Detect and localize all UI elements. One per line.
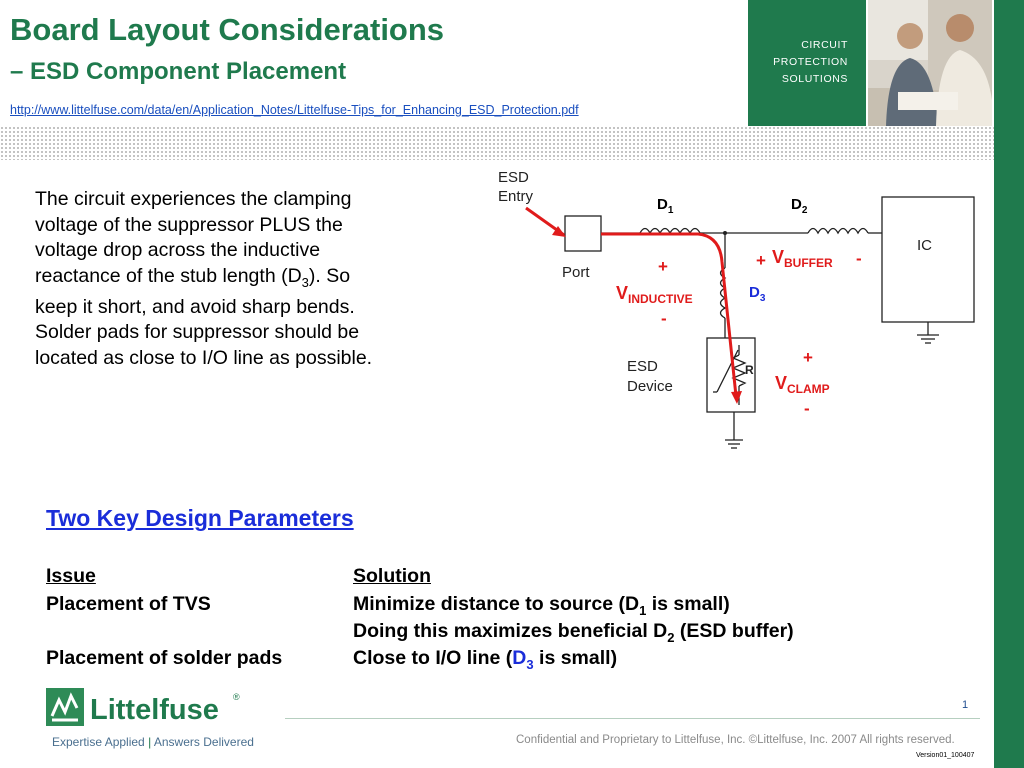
row1-sol-a: Minimize distance to source (D: [353, 593, 640, 615]
d2-sub: 2: [801, 205, 808, 216]
row2-sol-a: Close to I/O line (: [353, 647, 513, 669]
version-label: Version01_100407: [916, 752, 975, 759]
reference-link[interactable]: http://www.littelfuse.com/data/en/Application_Notes/Littelfuse-Tips_for_Enhancing_ESD_Protection.pdf: [10, 103, 579, 117]
logo-registered: ®: [233, 692, 240, 702]
port-box: [565, 216, 601, 251]
inductor-d2: [808, 229, 868, 234]
row1-solution: [353, 593, 730, 618]
v-buffer-label: V: [772, 247, 785, 267]
para-subscript: 3: [301, 274, 309, 290]
row1b-solution: [353, 620, 794, 645]
para-part-2: ). So keep it short, and avoid sharp bends. Solder pads for suppressor should be located as close to I/O line as possible.: [35, 264, 373, 369]
v-clamp-label: V: [775, 373, 788, 393]
littelfuse-logo: [46, 686, 256, 730]
esd-device-label-2: Device: [627, 378, 673, 395]
page-number: 1: [962, 699, 969, 711]
footer-divider: [285, 718, 980, 719]
key-params-heading: Two Key Design Parameters: [46, 505, 354, 531]
row1-sol-sub: 1: [639, 602, 647, 618]
row2-solution: [353, 647, 617, 672]
esd-current-path: [601, 234, 736, 396]
explanation-paragraph: [35, 187, 380, 371]
svg-text:D2: [791, 196, 808, 216]
esd-circuit-diagram: [470, 160, 990, 460]
port-label: Port: [562, 264, 590, 281]
brand-line-2: PROTECTION: [773, 56, 848, 68]
esd-entry-label-2: Entry: [498, 188, 534, 205]
d2-label: D: [791, 196, 802, 213]
brand-line-1: CIRCUIT: [801, 39, 848, 51]
svg-text:VBUFFER: [772, 247, 833, 270]
col-header-issue: Issue: [46, 565, 96, 587]
row1b-sol-b: (ESD buffer): [674, 620, 794, 642]
v-clamp-sub: CLAMP: [787, 382, 830, 396]
d1-sub: 1: [667, 205, 674, 216]
svg-text:VCLAMP: [775, 373, 830, 396]
tagline-separator: |: [148, 735, 152, 749]
v-buffer-minus: -: [856, 249, 862, 268]
ic-box: [882, 197, 974, 322]
d3-sub: 3: [759, 293, 766, 304]
confidential-notice: Confidential and Proprietary to Littelfuse, Inc. ©Littelfuse, Inc. 2007 All rights reserved.: [516, 734, 955, 746]
v-inductive-sub: INDUCTIVE: [628, 292, 693, 306]
row1b-sol-sub: 2: [667, 629, 675, 645]
row2-issue: Placement of solder pads: [46, 647, 283, 669]
brand-panel: [748, 0, 866, 126]
ic-label: IC: [917, 237, 932, 254]
svg-text:VINDUCTIVE: [616, 283, 693, 306]
d1-label: D: [657, 196, 668, 213]
esd-entry-label-1: ESD: [498, 169, 529, 186]
header-photo: [868, 0, 992, 126]
row1b-sol-a: Doing this maximizes beneficial D: [353, 620, 668, 642]
right-accent-bar: [994, 0, 1024, 768]
slide-subtitle: – ESD Component Placement: [10, 58, 347, 85]
v-inductive-label: V: [616, 283, 629, 303]
dotted-divider: [0, 126, 994, 160]
v-clamp-minus: -: [804, 399, 810, 418]
resistor-label: R: [745, 363, 754, 377]
svg-text:D1: [657, 196, 674, 216]
logo-wordmark: Littelfuse: [90, 694, 219, 726]
brand-line-3: SOLUTIONS: [781, 73, 848, 85]
v-buffer-plus: +: [756, 251, 766, 270]
slide-title: Board Layout Considerations: [10, 12, 445, 47]
tagline: [52, 735, 254, 749]
row2-sol-d: D: [512, 647, 527, 669]
inductor-d1: [640, 229, 700, 234]
row2-sol-b: is small): [533, 647, 618, 669]
col-header-solution: Solution: [353, 565, 431, 587]
v-clamp-plus: +: [803, 348, 813, 367]
tagline-a: Expertise Applied: [52, 735, 145, 749]
v-inductive-minus: -: [661, 309, 667, 328]
v-buffer-sub: BUFFER: [784, 256, 833, 270]
v-inductive-plus: +: [658, 257, 668, 276]
row1-sol-b: is small): [646, 593, 730, 615]
svg-text:D3: [749, 284, 766, 304]
row1-issue: Placement of TVS: [46, 593, 211, 615]
para-part-1: The circuit experiences the clamping voltage of the suppressor PLUS the voltage drop across the inductive reactance of the stub length (D: [35, 188, 352, 287]
row2-sol-sub: 3: [526, 656, 534, 672]
d3-label: D: [749, 284, 760, 301]
tagline-b: Answers Delivered: [153, 735, 254, 749]
esd-device-label-1: ESD: [627, 358, 658, 375]
